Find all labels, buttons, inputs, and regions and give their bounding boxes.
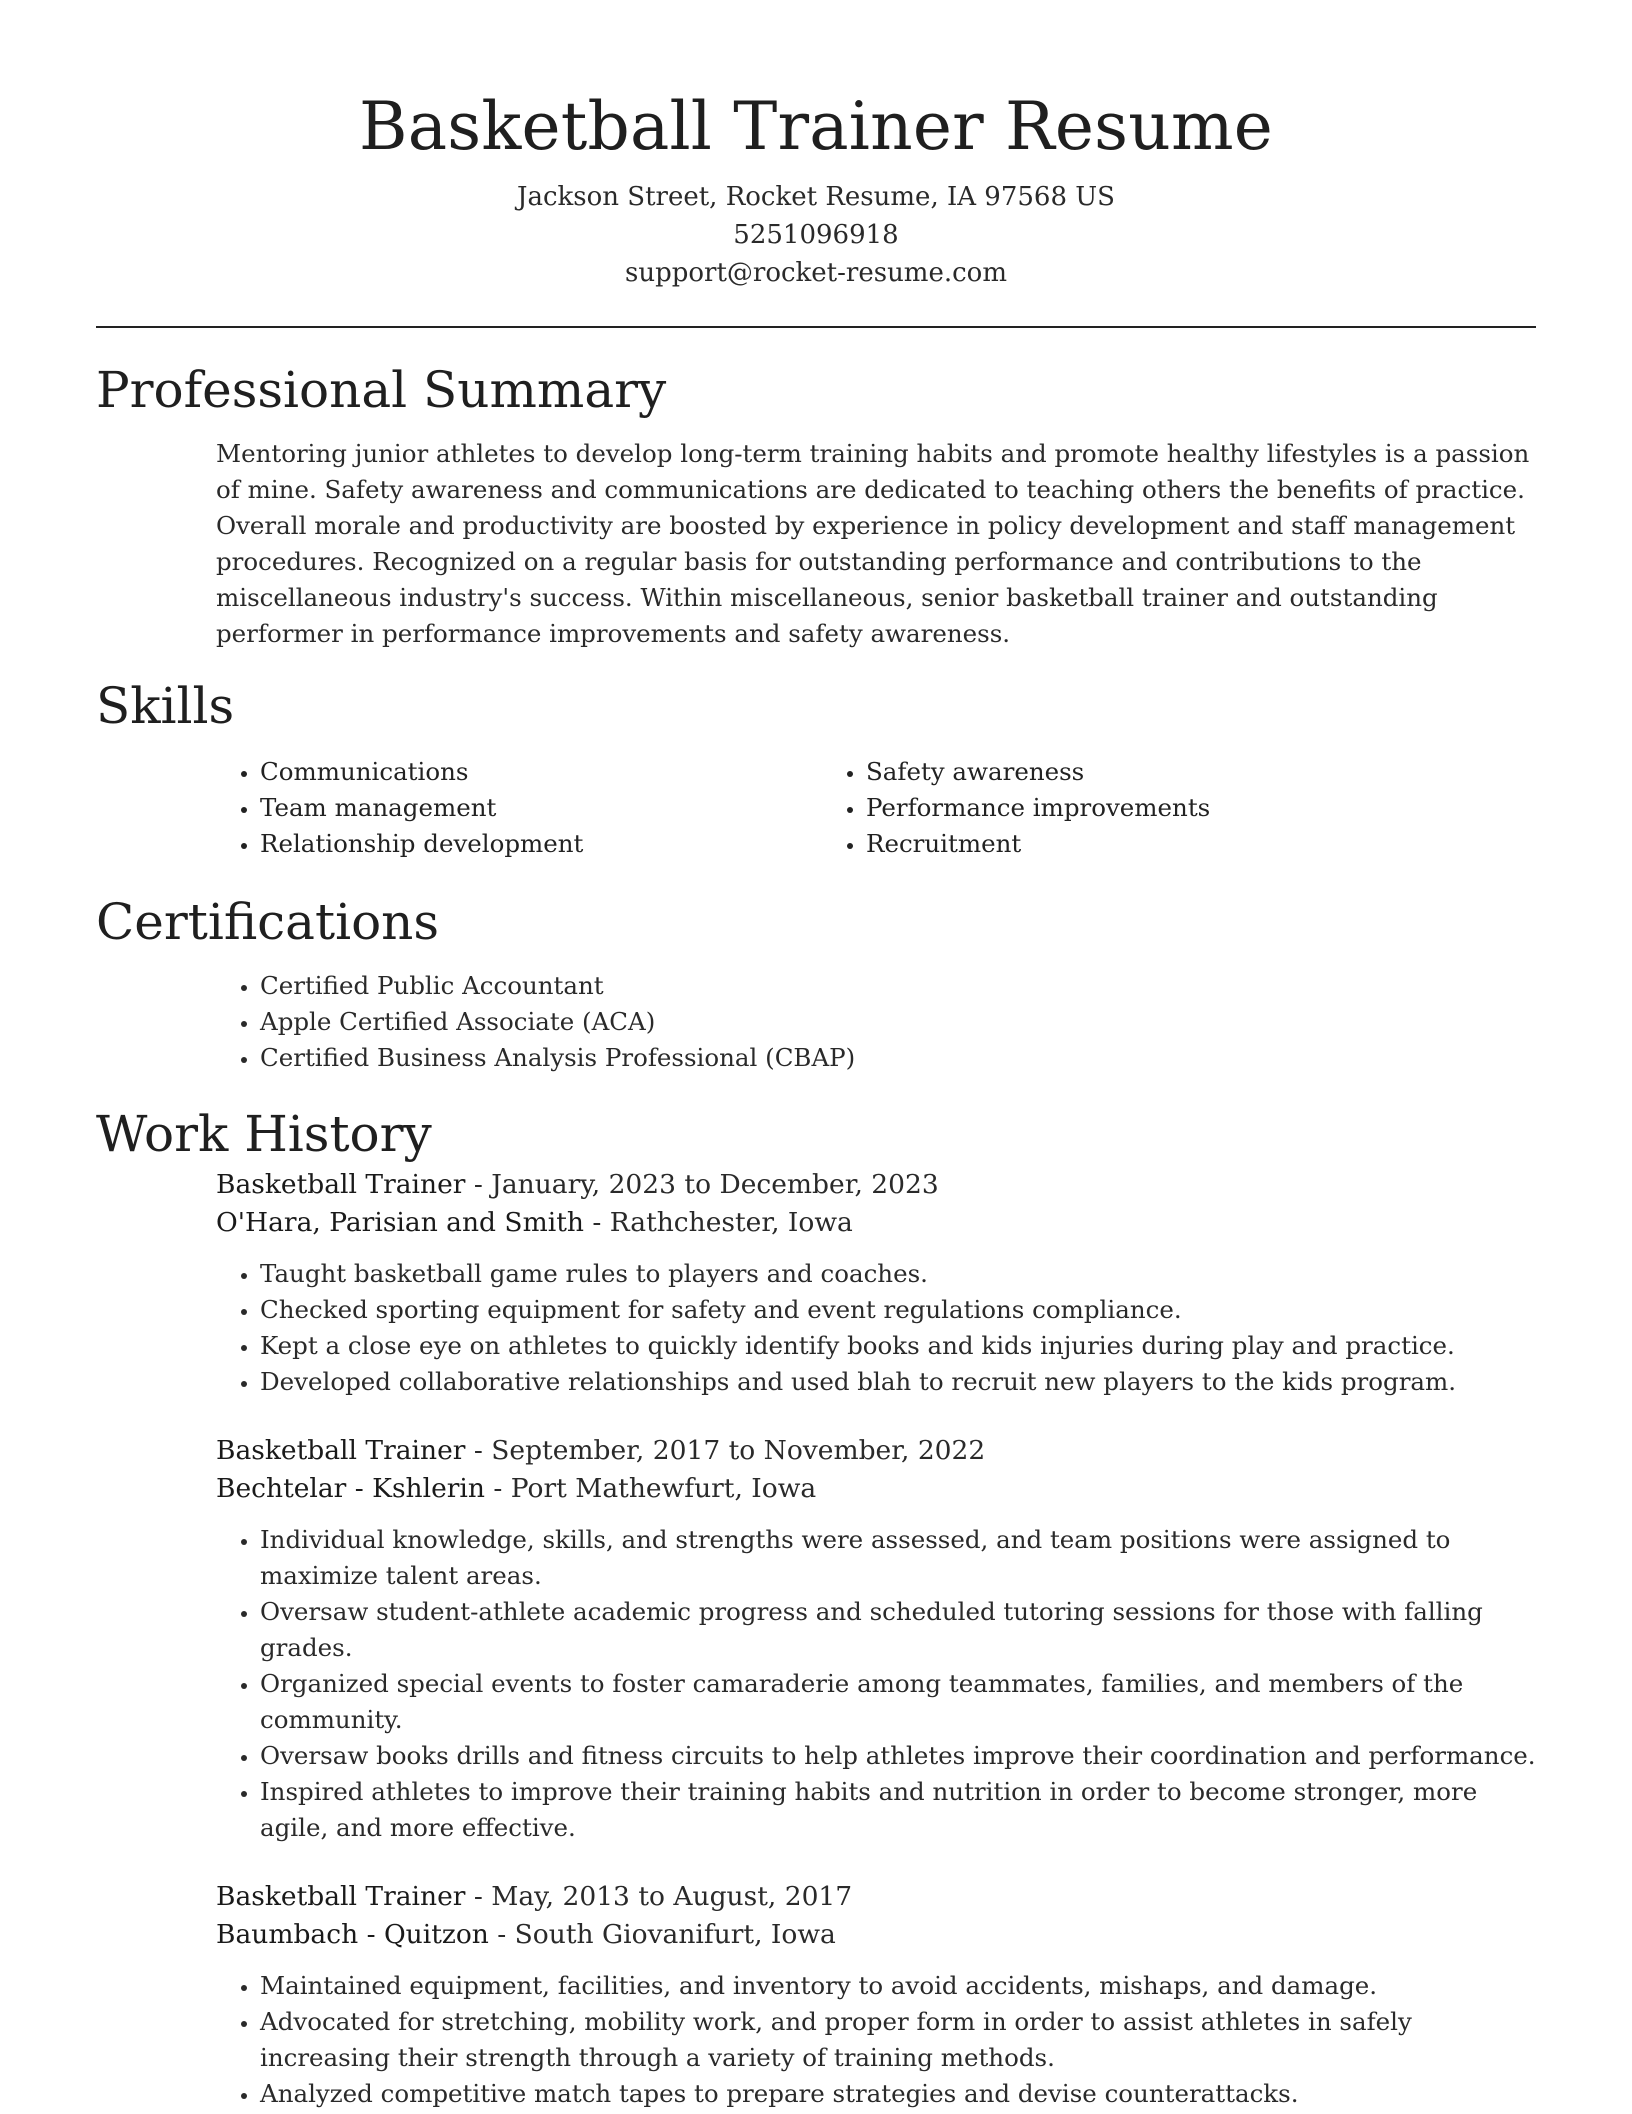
job-bullet: • Inspired athletes to improve their training habits and nutrition in order to become stronger, more agile, and more effective.	[260, 1774, 1536, 1846]
job-bullets	[216, 1522, 1536, 1846]
summary-text: Mentoring junior athletes to develop long-term training habits and promote healthy lifestyles is a passion of mine. Safety awareness and communications are dedicated to teaching others the benefits of practice. Overall morale and productivity are boosted by experience in policy development and staff management procedures. Recognized on a regular basis for outstanding performance and contributions to the miscellaneous industry's success. Within miscellaneous, senior basketball trainer and outstanding performer in performance improvements and safety awareness.	[216, 439, 1530, 648]
certification-item: • Apple Certified Associate (ACA)	[260, 1004, 1536, 1040]
job-title-line: Basketball Trainer - September, 2017 to November, 2022	[216, 1435, 986, 1466]
job-role: Basketball Trainer	[216, 1881, 466, 1912]
job-entry	[216, 1432, 1536, 1846]
skill-item: • Safety awareness	[866, 754, 1536, 790]
job-dates: September, 2017 to November, 2022	[491, 1435, 986, 1466]
resume-title: Basketball Trainer Resume	[359, 88, 1273, 165]
contact-info	[96, 178, 1536, 292]
resume-page	[96, 0, 1536, 2112]
job-bullets	[216, 1256, 1536, 1400]
skills-column-left	[216, 754, 822, 862]
skill-item: • Performance improvements	[866, 790, 1536, 826]
job-bullet: • Oversaw student-athlete academic progress and scheduled tutoring sessions for those with falling grades.	[260, 1594, 1536, 1666]
job-role: Basketball Trainer	[216, 1169, 466, 1200]
job-location: Port Mathewfurt, Iowa	[510, 1473, 817, 1504]
email: support@rocket-resume.com	[624, 258, 1007, 288]
skills-list	[216, 754, 1536, 862]
job-bullets	[216, 1968, 1536, 2112]
job-bullet: • Maintained equipment, facilities, and inventory to avoid accidents, mishaps, and damage.	[260, 1968, 1536, 2004]
certification-item: • Certified Business Analysis Professional (CBAP)	[260, 1040, 1536, 1076]
job-dates: May, 2013 to August, 2017	[491, 1881, 853, 1912]
job-title-line: Basketball Trainer - May, 2013 to August, 2017	[216, 1881, 853, 1912]
job-dates: January, 2023 to December, 2023	[491, 1169, 939, 1200]
certifications-heading: Certifications	[96, 893, 440, 951]
job-bullet: • Oversaw books drills and fitness circuits to help athletes improve their coordination and performance.	[260, 1738, 1536, 1774]
address: Jackson Street, Rocket Resume, IA 97568 US	[517, 182, 1115, 212]
job-bullet: • Developed collaborative relationships and used blah to recruit new players to the kids program.	[260, 1364, 1536, 1400]
job-company-line: O'Hara, Parisian and Smith - Rathchester, Iowa	[216, 1207, 853, 1238]
job-company: O'Hara, Parisian and Smith	[216, 1207, 584, 1238]
phone: 5251096918	[733, 220, 899, 250]
job-location: Rathchester, Iowa	[609, 1207, 853, 1238]
job-location: South Giovanifurt, Iowa	[514, 1919, 836, 1950]
job-title-line: Basketball Trainer - January, 2023 to December, 2023	[216, 1169, 939, 1200]
skill-item: • Recruitment	[866, 826, 1536, 862]
job-company-line: Bechtelar - Kshlerin - Port Mathewfurt, Iowa	[216, 1473, 817, 1504]
skills-heading: Skills	[96, 677, 235, 735]
job-company-line: Baumbach - Quitzon - South Giovanifurt, Iowa	[216, 1919, 836, 1950]
certifications-list	[216, 968, 1536, 1076]
skills-column-right	[822, 754, 1536, 862]
header-divider	[96, 326, 1536, 328]
summary-heading: Professional Summary	[96, 361, 667, 419]
job-bullet: • Individual knowledge, skills, and strengths were assessed, and team positions were assigned to maximize talent areas.	[260, 1522, 1536, 1594]
job-bullet: • Organized special events to foster camaraderie among teammates, families, and members of the community.	[260, 1666, 1536, 1738]
skill-item: • Team management	[260, 790, 822, 826]
job-bullet: • Advocated for stretching, mobility work, and proper form in order to assist athletes in safely increasing their strength through a variety of training methods.	[260, 2004, 1536, 2076]
resume-header	[96, 0, 1536, 292]
job-company: Bechtelar - Kshlerin	[216, 1473, 485, 1504]
job-bullet: • Checked sporting equipment for safety and event regulations compliance.	[260, 1292, 1536, 1328]
job-company: Baumbach - Quitzon	[216, 1919, 489, 1950]
job-entry	[216, 1166, 1536, 1400]
skill-item: • Communications	[260, 754, 822, 790]
job-bullet: • Kept a close eye on athletes to quickly identify books and kids injuries during play and practice.	[260, 1328, 1536, 1364]
job-entry	[216, 1878, 1536, 2112]
skill-item: • Relationship development	[260, 826, 822, 862]
certification-item: • Certified Public Accountant	[260, 968, 1536, 1004]
work-history-heading: Work History	[96, 1105, 432, 1163]
job-role: Basketball Trainer	[216, 1435, 466, 1466]
job-bullet: • Taught basketball game rules to players and coaches.	[260, 1256, 1536, 1292]
job-bullet: • Analyzed competitive match tapes to prepare strategies and devise counterattacks.	[260, 2076, 1536, 2112]
